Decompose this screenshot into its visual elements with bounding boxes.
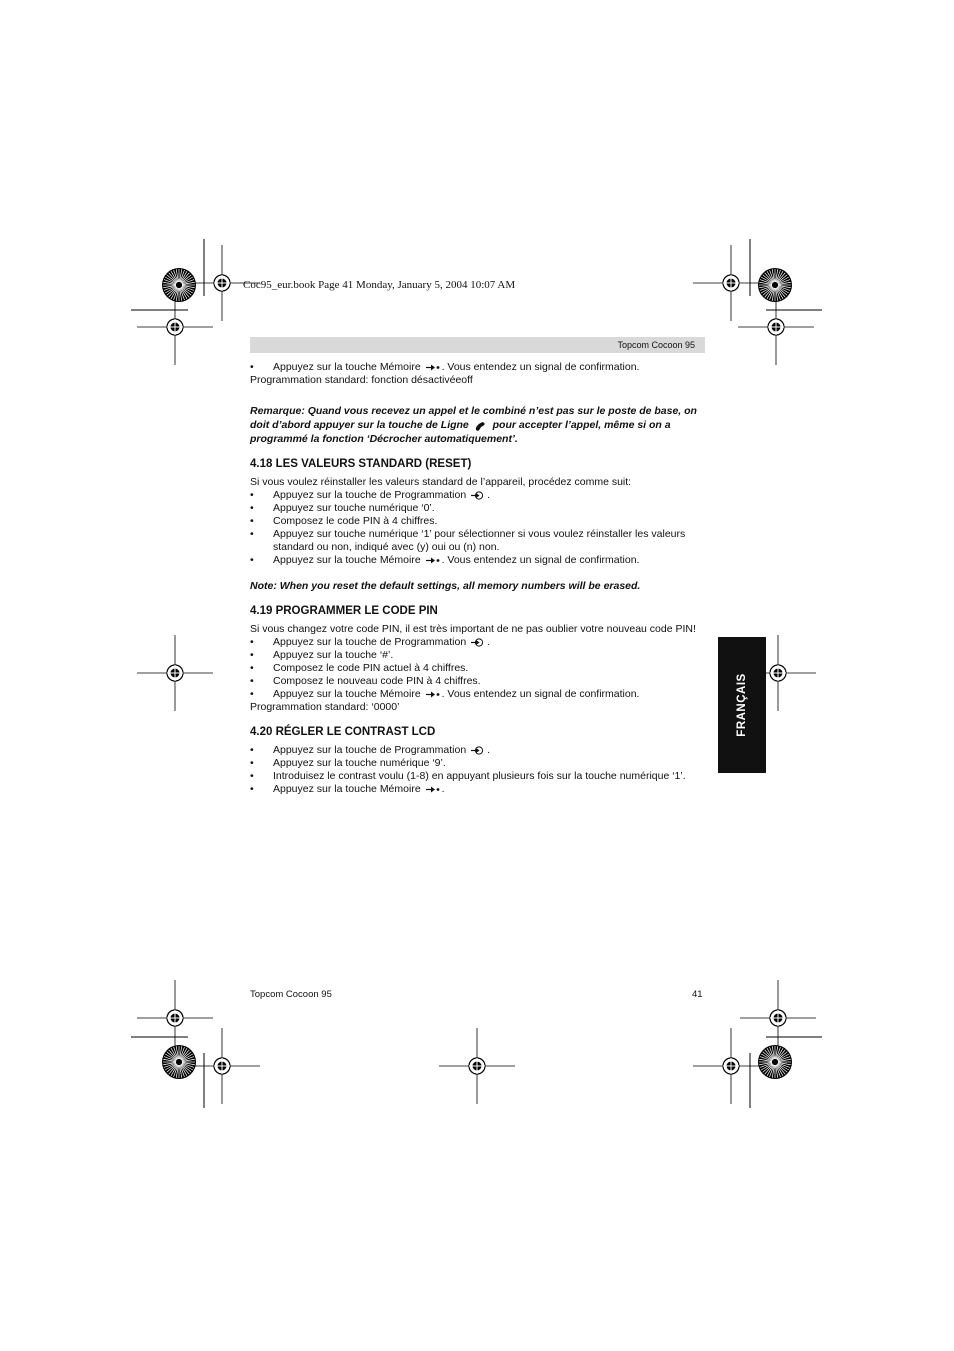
remark-note: Remarque: Quand vous recevez un appel et le combiné n’est pas sur le poste de base, on doit d’abord appuyer sur la touche de Ligne pour accepter l’appel, même si on a programmé la fonction ‘Décrocher automatiquement’. [250,405,697,445]
standard-setting: Programmation standard: fonction désactivéeoff [250,374,473,386]
bullet: • [250,554,254,566]
list-item: • Appuyez sur la touche de Programmation . [250,744,491,756]
section-heading-4-19: 4.19 PROGRAMMER LE CODE PIN [250,605,438,617]
registration-crosshair-icon [137,635,213,711]
program-key-icon [471,638,485,647]
list-item: • Appuyez sur la touche de Programmation . [250,489,491,501]
reset-note: Note: When you reset the default settings, all memory numbers will be erased. [250,580,641,592]
bullet: • [250,662,254,674]
registration-crosshair-icon [439,1028,515,1104]
bullet: • [250,770,254,782]
bullet: • [250,528,254,540]
memory-key-icon [426,556,440,565]
bullet: • [250,636,254,648]
registration-crosshair-icon [693,1028,769,1104]
line-handset-icon [474,421,488,430]
list-item: • Appuyez sur touche numérique ‘0’. [250,502,435,514]
list-item: • Appuyez sur touche numérique ‘1’ pour sélectionner si vous voulez réinstaller les valeurs standard ou non, indiqué avec (y) oui ou (n) non. [250,528,686,553]
bullet: • [250,675,254,687]
print-slug-line: Coc95_eur.book Page 41 Monday, January 5, 2004 10:07 AM [243,279,516,291]
list-item: • Appuyez sur la touche de Programmation . [250,636,491,648]
bullet: • [250,783,254,795]
list-item: • Appuyez sur la touche Mémoire . Vous entendez un signal de confirmation. [250,361,640,373]
registration-starburst-icon [162,1045,196,1079]
program-key-icon [471,491,485,500]
section-heading-4-20: 4.20 RÉGLER LE CONTRAST LCD [250,726,436,738]
registration-crosshair-icon [693,245,769,321]
registration-starburst-icon [758,1045,792,1079]
language-tab-label: FRANÇAIS [736,673,748,737]
list-item: • Composez le code PIN à 4 chiffres. [250,515,438,527]
section-intro: Si vous changez votre code PIN, il est très important de ne pas oublier votre nouveau code PIN! [250,623,696,635]
memory-key-icon [426,690,440,699]
bullet: • [250,757,254,769]
bullet: • [250,502,254,514]
section-intro: Si vous voulez réinstaller les valeurs standard de l’appareil, procédez comme suit: [250,476,632,488]
standard-setting: Programmation standard: ‘0000’ [250,701,400,713]
bullet: • [250,361,254,373]
page-number: 41 [692,989,703,1000]
list-item: • Appuyez sur la touche numérique ‘9’. [250,757,446,769]
language-tab [718,637,766,773]
list-item: • Appuyez sur la touche Mémoire . Vous entendez un signal de confirmation. [250,554,640,566]
bullet: • [250,515,254,527]
page-content [250,361,705,796]
bullet: • [250,744,254,756]
memory-key-icon [426,785,440,794]
program-key-icon [471,746,485,755]
footer-title: Topcom Cocoon 95 [250,989,332,1000]
list-item: • Composez le nouveau code PIN à 4 chiffres. [250,675,481,687]
bullet: • [250,688,254,700]
registration-crosshair-icon [137,980,213,1056]
header-label: Topcom Cocoon 95 [617,340,695,350]
bullet: • [250,489,254,501]
bullet: • [250,649,254,661]
list-item: • Appuyez sur la touche Mémoire . Vous entendez un signal de confirmation. [250,688,640,700]
list-item: • Introduisez le contrast voulu (1-8) en appuyant plusieurs fois sur la touche numérique ‘1’. [250,770,686,782]
list-item: • Composez le code PIN actuel à 4 chiffres. [250,662,469,674]
registration-starburst-icon [758,268,792,302]
section-heading-4-18: 4.18 LES VALEURS STANDARD (RESET) [250,458,472,470]
registration-crosshair-icon [740,980,816,1056]
running-header [250,337,705,353]
list-item: • Appuyez sur la touche ‘#’. [250,649,394,661]
list-item: • Appuyez sur la touche Mémoire . [250,783,445,795]
registration-starburst-icon [162,268,196,302]
memory-key-icon [426,363,440,372]
